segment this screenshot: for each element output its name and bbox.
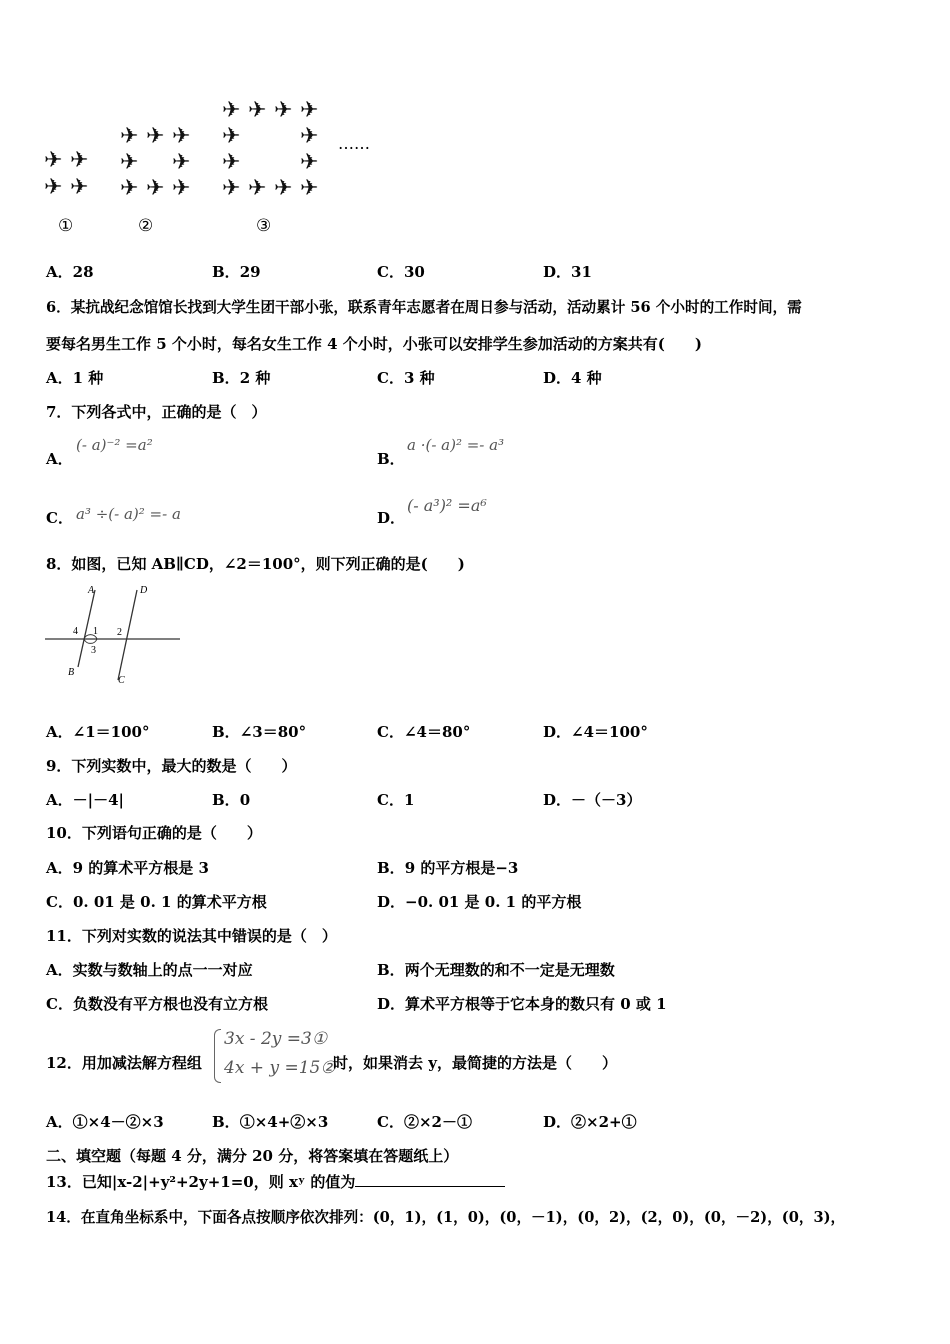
option-b[interactable]: B．∠3＝80° xyxy=(212,723,307,741)
q11-stem: 11．下列对实数的说法其中错误的是（ ） xyxy=(46,927,337,945)
option-a[interactable]: A．1 种 xyxy=(46,369,104,387)
bird-icon: ✈ xyxy=(70,175,89,200)
option-b[interactable]: B．0 xyxy=(212,791,251,809)
option-a[interactable]: A．∠1＝100° xyxy=(46,723,150,741)
bird-icon: ✈ xyxy=(172,150,191,175)
q7-option-d-formula: (- a³)² =a⁶ xyxy=(407,496,487,515)
q13-text: 13．已知|x-2|+y²+2y+1=0，则 xʸ 的值为 xyxy=(46,1173,356,1191)
option-c[interactable]: C． xyxy=(46,509,73,527)
option-a[interactable]: A． xyxy=(46,450,73,468)
bird-icon: ✈ xyxy=(44,175,63,200)
option-d[interactable]: D．－（－3） xyxy=(543,791,642,809)
q14-stem: 14．在直角坐标系中，下面各点按顺序依次排列：(0，1)，(1，0)，(0，－1)，(0，2)，(2，0)，(0，－2)，(0，3)， xyxy=(46,1209,846,1226)
label-b: B xyxy=(68,667,75,678)
option-c[interactable]: C．负数没有平方根也没有立方根 xyxy=(46,995,268,1013)
equation-system xyxy=(214,1027,336,1085)
option-b[interactable]: B．两个无理数的和不一定是无理数 xyxy=(377,961,615,979)
label-c: C xyxy=(118,675,125,686)
equation-2: 4x + y =15② xyxy=(224,1058,336,1078)
option-a[interactable]: A．－|－4| xyxy=(46,791,124,809)
option-c[interactable]: C．②×2－① xyxy=(377,1113,472,1131)
angle-arc xyxy=(84,639,97,643)
option-b[interactable]: B． xyxy=(377,450,405,468)
option-d[interactable]: D．②×2+① xyxy=(543,1113,637,1131)
option-d[interactable]: D．4 种 xyxy=(543,369,602,387)
option-a[interactable]: A．①×4－②×3 xyxy=(46,1113,164,1131)
pattern-ellipsis: …… xyxy=(338,134,370,153)
angle-label-2: 2 xyxy=(117,627,122,638)
q12-stem-prefix: 12．用加减法解方程组 xyxy=(46,1054,202,1072)
figure-label-1: ① xyxy=(58,216,74,236)
bird-icon: ✈ xyxy=(222,98,241,123)
q7-option-b-formula: a ·(- a)² =- a³ xyxy=(407,436,505,454)
q9-stem: 9．下列实数中，最大的数是（ ） xyxy=(46,757,297,775)
option-c[interactable]: C．0. 01 是 0. 1 的算术平方根 xyxy=(46,893,267,911)
bird-icon: ✈ xyxy=(222,124,241,149)
q6-stem-line1: 6．某抗战纪念馆馆长找到大学生团干部小张，联系青年志愿者在周日参与活动，活动累计 56 个小时的工作时间，需 xyxy=(46,299,802,316)
label-a: A xyxy=(88,585,95,596)
section-title: 二、填空题（每题 4 分，满分 20 分，将答案填在答题纸上） xyxy=(46,1147,459,1165)
bird-icon: ✈ xyxy=(146,124,165,149)
q13-stem xyxy=(46,1171,505,1192)
option-d[interactable]: D． xyxy=(377,509,406,527)
answer-blank[interactable] xyxy=(355,1172,505,1187)
angle-label-3: 3 xyxy=(91,645,96,656)
bird-icon: ✈ xyxy=(70,148,89,173)
option-a[interactable]: A．28 xyxy=(46,263,94,281)
option-b[interactable]: B．9 的平方根是−3 xyxy=(377,859,519,877)
q8-stem: 8．如图，已知 AB∥CD，∠2＝100°，则下列正确的是( ) xyxy=(46,555,465,573)
q7-option-a-formula: (- a)⁻² =a² xyxy=(76,436,153,454)
bird-icon: ✈ xyxy=(300,150,319,175)
bird-icon: ✈ xyxy=(300,176,319,201)
bird-icon: ✈ xyxy=(172,124,191,149)
option-d[interactable]: D．∠4＝100° xyxy=(543,723,648,741)
option-c[interactable]: C．3 种 xyxy=(377,369,435,387)
bird-icon: ✈ xyxy=(120,176,139,201)
option-d[interactable]: D．31 xyxy=(543,263,592,281)
system-brace xyxy=(214,1029,221,1083)
bird-icon: ✈ xyxy=(172,176,191,201)
angle-label-1: 1 xyxy=(93,626,98,637)
bird-icon: ✈ xyxy=(120,150,139,175)
bird-icon: ✈ xyxy=(274,176,293,201)
option-b[interactable]: B．2 种 xyxy=(212,369,271,387)
option-d[interactable]: D．算术平方根等于它本身的数只有 0 或 1 xyxy=(377,995,667,1013)
option-c[interactable]: C．30 xyxy=(377,263,425,281)
bird-icon: ✈ xyxy=(248,98,267,123)
equation-1: 3x - 2y =3① xyxy=(224,1029,328,1049)
figure-label-3: ③ xyxy=(256,216,272,236)
option-b[interactable]: B．①×4+②×3 xyxy=(212,1113,329,1131)
parallel-lines-figure xyxy=(40,582,190,690)
option-b[interactable]: B．29 xyxy=(212,263,261,281)
bird-icon: ✈ xyxy=(120,124,139,149)
bird-icon: ✈ xyxy=(146,176,165,201)
angle-label-4: 4 xyxy=(73,626,78,637)
q7-option-c-formula: a³ ÷(- a)² =- a xyxy=(76,505,181,523)
q6-stem-line2: 要每名男生工作 5 个小时，每名女生工作 4 个小时，小张可以安排学生参加活动的方案共有( ) xyxy=(46,335,702,353)
q12-stem-suffix: 时，如果消去 y，最简捷的方法是（ ） xyxy=(333,1054,617,1072)
q7-stem: 7．下列各式中，正确的是（ ） xyxy=(46,403,267,421)
bird-icon: ✈ xyxy=(222,176,241,201)
bird-icon: ✈ xyxy=(300,98,319,123)
bird-icon: ✈ xyxy=(222,150,241,175)
label-d: D xyxy=(140,585,148,596)
option-a[interactable]: A．9 的算术平方根是 3 xyxy=(46,859,209,877)
option-c[interactable]: C．1 xyxy=(377,791,415,809)
bird-icon: ✈ xyxy=(248,176,267,201)
bird-icon: ✈ xyxy=(300,124,319,149)
option-a[interactable]: A．实数与数轴上的点一一对应 xyxy=(46,961,253,979)
bird-icon: ✈ xyxy=(274,98,293,123)
option-c[interactable]: C．∠4＝80° xyxy=(377,723,471,741)
option-d[interactable]: D．−0. 01 是 0. 1 的平方根 xyxy=(377,893,582,911)
bird-icon: ✈ xyxy=(44,148,63,173)
figure-label-2: ② xyxy=(138,216,154,236)
q10-stem: 10．下列语句正确的是（ ） xyxy=(46,824,262,842)
